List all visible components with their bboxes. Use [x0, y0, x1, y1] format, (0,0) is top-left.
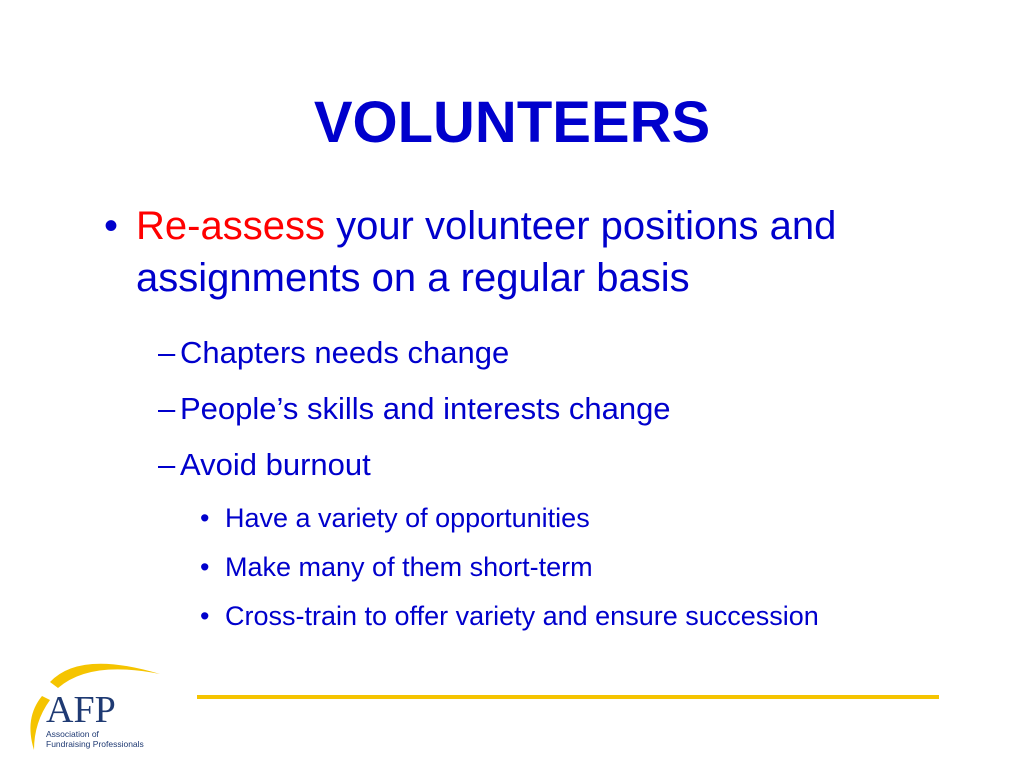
bullet-text	[136, 200, 984, 304]
logo-swoosh-top	[50, 664, 160, 688]
sub-item-skills	[158, 391, 958, 427]
sub-sub-item-short-term	[200, 551, 840, 583]
dash-icon: –	[158, 335, 176, 370]
bullet-icon: •	[104, 204, 119, 248]
bullet-icon: •	[200, 601, 210, 631]
dash-icon: –	[158, 447, 176, 482]
logo-tagline-1: Association of	[46, 729, 99, 739]
sub-item-chapters	[158, 335, 958, 371]
bullet-icon: •	[200, 552, 210, 582]
sub-sub-item-variety	[200, 502, 840, 534]
bullet-icon: •	[200, 503, 210, 533]
sub-sub-item-cross-train	[200, 600, 830, 632]
sub-item-text: Chapters needs change	[180, 335, 510, 370]
bullet-rest-text: your volunteer positions and assignments on a regular basis	[136, 204, 837, 300]
logo-tagline-2: Fundraising Professionals	[46, 739, 144, 749]
sub-item-text: Avoid burnout	[180, 447, 371, 482]
sub-sub-item-text: Make many of them short-term	[225, 552, 593, 582]
sub-sub-item-text: Cross-train to offer variety and ensure succession	[225, 601, 819, 631]
dash-icon: –	[158, 391, 176, 426]
afp-logo	[20, 658, 180, 758]
highlight-text: Re-assess	[136, 204, 325, 248]
bullet-item-reassess	[104, 200, 984, 304]
sub-sub-item-text: Have a variety of opportunities	[225, 503, 590, 533]
logo-letters: AFP	[46, 689, 116, 731]
sub-item-text: People’s skills and interests change	[180, 391, 671, 426]
gold-divider	[197, 695, 939, 699]
slide-title: VOLUNTEERS	[313, 90, 711, 155]
sub-item-burnout	[158, 447, 958, 483]
